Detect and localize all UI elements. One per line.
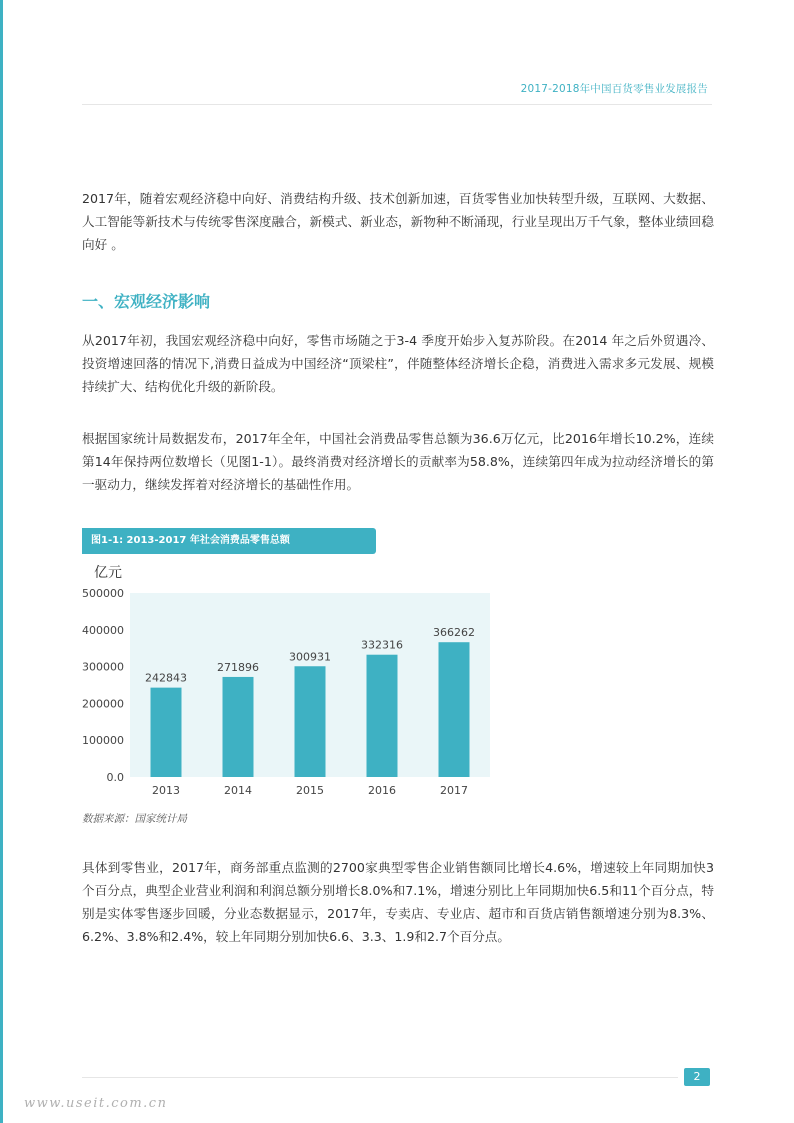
y-tick-label: 200000 — [82, 697, 124, 711]
page-number-badge: 2 — [684, 1068, 710, 1086]
chart-bar-2013 — [151, 688, 182, 777]
x-tick-label-2013: 2013 — [152, 784, 180, 797]
chart-svg — [70, 560, 500, 805]
y-tick-label: 0.0 — [106, 771, 124, 784]
header-divider — [82, 104, 712, 105]
bar-value-label-2015: 300931 — [289, 650, 331, 664]
chart-bar-2014 — [223, 677, 254, 777]
retail-sales-bar-chart — [70, 560, 500, 809]
y-tick-label: 500000 — [82, 587, 124, 600]
chart-bar-2017 — [439, 642, 470, 777]
site-watermark: www.useit.com.cn — [24, 1096, 168, 1111]
chart-y-ticks — [82, 587, 124, 784]
macro-paragraph-1: 从2017年初，我国宏观经济稳中向好，零售市场随之于3-4 季度开始步入复苏阶段。在2014 年之后外贸遇冷、投资增速回落的情况下,消费日益成为中国经济“顶梁柱”，伴随整体经济增长企稳，消费进入需求多元发展、规模持续扩大、结构优化升级的新阶段。 — [82, 333, 714, 394]
y-tick-label: 400000 — [82, 623, 124, 637]
chart-bar-2016 — [367, 655, 398, 777]
bar-value-label-2013: 242843 — [145, 671, 187, 685]
bar-value-label-2016: 332316 — [361, 638, 403, 652]
x-tick-label-2015: 2015 — [296, 784, 324, 797]
x-tick-label-2017: 2017 — [440, 784, 468, 797]
section-heading-macro: 一、宏观经济影响 — [82, 292, 211, 311]
report-header-title: 2017-2018年中国百货零售业发展报告 — [520, 83, 708, 95]
chart-bar-2015 — [295, 666, 326, 777]
chart-y-axis-label: 亿元 — [94, 565, 122, 581]
y-tick-label: 300000 — [82, 660, 124, 674]
x-tick-label-2016: 2016 — [368, 784, 396, 797]
chart-x-ticks — [152, 784, 468, 797]
macro-paragraph-2: 根据国家统计局数据发布，2017年全年，中国社会消费品零售总额为36.6万亿元，比2016年增长10.2%，连续第14年保持两位数增长（见图1-1）。最终消费对经济增长的贡献率为58.8%，连续第四年成为拉动经济增长的第一驱动力，继续发挥着对经济增长的基础性作用。 — [82, 431, 714, 492]
figure-title-banner: 图1-1: 2013-2017 年社会消费品零售总额 — [82, 528, 376, 554]
intro-paragraph: 2017年，随着宏观经济稳中向好、消费结构升级、技术创新加速，百货零售业加快转型升级，互联网、大数据、人工智能等新技术与传统零售深度融合，新模式、新业态，新物种不断涌现，行业呈现出万千气象，整体业绩回稳向好 。 — [82, 191, 714, 252]
x-tick-label-2014: 2014 — [224, 784, 252, 797]
bar-value-label-2017: 366262 — [433, 626, 475, 640]
bar-value-label-2014: 271896 — [217, 660, 259, 674]
footer-divider — [82, 1077, 678, 1078]
figure-source-note: 数据来源：国家统计局 — [82, 813, 187, 825]
retail-paragraph: 具体到零售业，2017年，商务部重点监测的2700家典型零售企业销售额同比增长4.6%，增速较上年同期加快3个百分点，典型企业营业利润和利润总额分别增长8.0%和7.1%，增速分别比上年同期加快6.5和11个百分点，特别是实体零售逐步回暖，分业态数据显示，2017年，专卖店、专业店、超市和百货店销售额增速分别为8.3%、6.2%、3.8%和2.4%，较上年同期分别加快6.6、3.3、1.9和2.7个百分点。 — [82, 860, 714, 944]
y-tick-label: 100000 — [82, 734, 124, 748]
left-accent-bar — [0, 0, 3, 1123]
